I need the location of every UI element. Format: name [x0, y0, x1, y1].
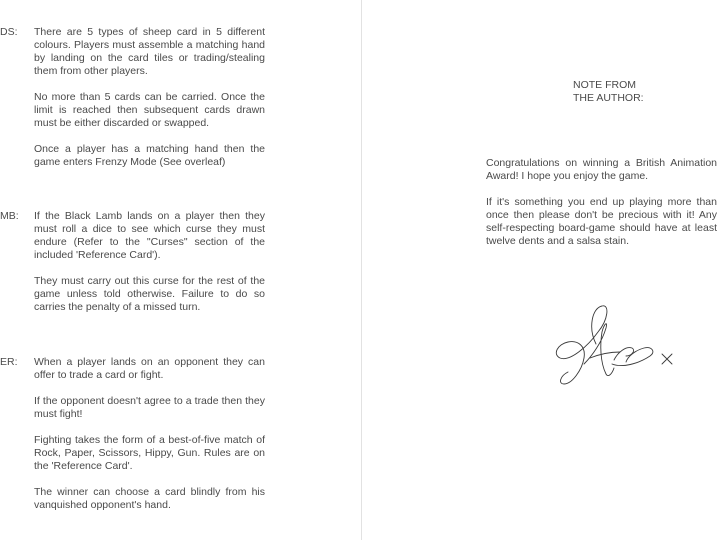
paragraph: No more than 5 cards can be carried. Once the limit is reached then subsequent cards drawn must be either discarded or swapped. [34, 91, 265, 129]
paragraph: Once a player has a matching hand then the game enters Frenzy Mode (See overleaf) [34, 143, 265, 168]
paragraph: If the opponent doesn't agree to a trade then they must fight! [34, 395, 265, 420]
section-encounter [34, 356, 265, 512]
note-heading-line1: NOTE FROM [573, 79, 636, 91]
paragraph: Fighting takes the form of a best-of-five match of Rock, Paper, Scissors, Hippy, Gun. Rules are on the 'Reference Card'. [34, 434, 265, 472]
paragraph: If the Black Lamb lands on a player then they must roll a dice to see which curse they must endure (Refer to the "Curses" section of the included 'Reference Card'). [34, 210, 265, 261]
section-label-encounter: ER: [0, 356, 18, 368]
note-heading [573, 79, 663, 105]
paragraph: They must carry out this curse for the rest of the game unless told otherwise. Failure to do so carries the penalty of a missed turn. [34, 275, 265, 313]
note-body [486, 157, 717, 261]
section-black-lamb [34, 210, 265, 314]
right-page [362, 0, 720, 540]
note-paragraph: If it's something you end up playing more than once then please don't be precious with it! Any self-respecting board-game should have at least twelve dents and a salsa stain. [486, 196, 717, 247]
note-heading-line2: THE AUTHOR: [573, 92, 644, 104]
handwritten-signature-icon [548, 298, 678, 393]
paragraph: There are 5 types of sheep card in 5 different colours. Players must assemble a matching hand by landing on the card tiles or trading/stealing them from other players. [34, 26, 265, 77]
paragraph: When a player lands on an opponent they can offer to trade a card or fight. [34, 356, 265, 381]
note-paragraph: Congratulations on winning a British Animation Award! I hope you enjoy the game. [486, 157, 717, 182]
section-label-cards: DS: [0, 26, 18, 38]
paragraph: The winner can choose a card blindly from his vanquished opponent's hand. [34, 486, 265, 511]
section-label-black-lamb: MB: [0, 210, 19, 222]
section-cards [34, 26, 265, 169]
